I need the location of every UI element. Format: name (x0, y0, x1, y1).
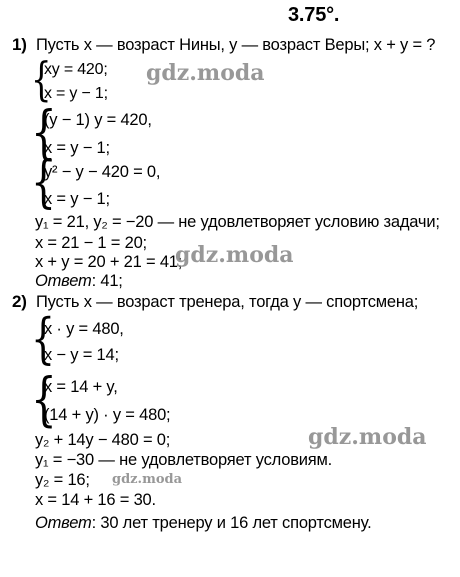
answer-text: : 41; (91, 272, 123, 290)
p2-system2-eq2: (14 + y) · y = 480; (44, 406, 171, 424)
p1-roots: y₁ = 21, y₂ = −20 — не удовлетворяет условию задачи; (35, 213, 440, 231)
answer-text: : 30 лет тренеру и 16 лет спортсмену. (91, 514, 372, 532)
system-brace: { (31, 52, 52, 106)
p1-system2-eq1: (y − 1) y = 420, (44, 111, 152, 129)
problem-1-intro: Пусть x — возраст Нины, y — возраст Веры; x + y = ? (36, 36, 436, 54)
watermark: gdz.moda (146, 60, 265, 86)
problem-2-number: 2) (12, 292, 27, 311)
system-brace: { (31, 307, 56, 370)
exercise-number: 3.75°. (288, 4, 340, 26)
p2-root1: y₁ = −30 — не удовлетворяет условиям. (35, 451, 333, 469)
system-brace: { (31, 150, 56, 215)
watermark: gdz.moda (175, 242, 294, 268)
p1-system3-eq1: y² − y − 420 = 0, (44, 163, 161, 181)
problem-2-intro: Пусть x — возраст тренера, тогда у — спортсмена; (36, 293, 419, 311)
p1-x-value: x = 21 − 1 = 20; (35, 234, 147, 252)
problem-1-number: 1) (12, 35, 27, 54)
p2-system2-eq1: x = 14 + y, (44, 378, 118, 396)
p2-x-value: x = 14 + 16 = 30. (35, 491, 156, 509)
p2-equation: y₂ + 14y − 480 = 0; (35, 431, 171, 449)
watermark: gdz.moda (308, 424, 427, 450)
p2-root2: y₂ = 16; (35, 471, 90, 489)
system-brace: { (31, 365, 57, 433)
answer-label: Ответ (35, 514, 92, 532)
p1-system1-eq1: xy = 420; (44, 61, 108, 78)
p1-system1-eq2: x = y − 1; (44, 85, 108, 102)
p1-system3-eq2: x = y − 1; (44, 190, 110, 208)
p2-answer (35, 513, 371, 533)
p1-system2-eq2: x = y − 1; (44, 139, 110, 157)
p1-answer (35, 271, 123, 291)
system-brace: { (31, 98, 57, 166)
p2-system1-eq2: x − y = 14; (44, 346, 119, 364)
p2-system1-eq1: x · y = 480, (44, 320, 124, 338)
answer-label: Ответ (35, 272, 92, 290)
p1-sum: x + y = 20 + 21 = 41; (35, 253, 183, 271)
watermark: gdz.moda (112, 472, 183, 487)
